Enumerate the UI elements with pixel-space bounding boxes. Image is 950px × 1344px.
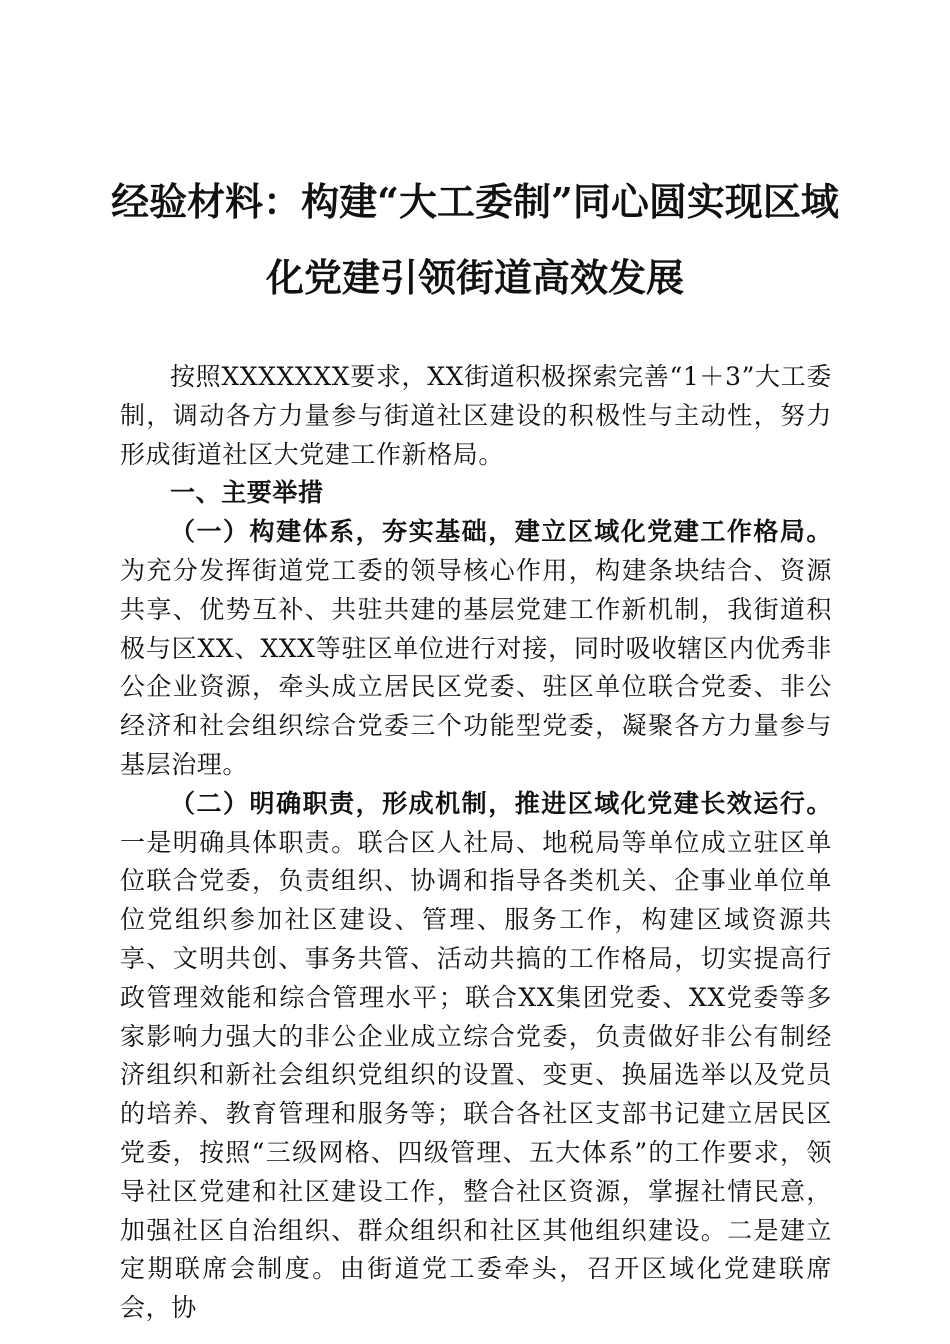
subsection-1-paragraph bbox=[120, 513, 832, 785]
document-body bbox=[120, 358, 832, 1328]
subsection-2-paragraph bbox=[120, 785, 832, 1328]
section-heading-main-measures: 一、主要举措 bbox=[170, 478, 324, 508]
subsection-2-heading: （二）明确职责，形成机制，推进区域化党建长效运行。 bbox=[170, 788, 832, 818]
subsection-1-text: 为充分发挥街道党工委的领导核心作用，构建条块结合、资源共享、优势互补、共驻共建的基层党建工作新机制，我街道积极与区XX、XXX等驻区单位进行对接，同时吸收辖区内优秀非公企业资源，牵头成立居民区党委、驻区单位联合党委、非公经济和社会组织综合党委三个功能型党委，凝聚各方力量参与基层治理。 bbox=[120, 555, 832, 779]
subsection-1-heading: （一）构建体系，夯实基础，建立区域化党建工作格局。 bbox=[170, 517, 832, 547]
title-line-1: 经验材料：构建“大工委制”同心圆实现区域 bbox=[111, 179, 839, 224]
document-title bbox=[110, 164, 840, 316]
intro-paragraph: 按照XXXXXXX要求，XX街道积极探索完善“1＋3”大工委制，调动各方力量参与街道社区建设的积极性与主动性，努力形成街道社区大党建工作新格局。 bbox=[120, 362, 832, 469]
title-line-2: 化党建引领街道高效发展 bbox=[265, 255, 684, 300]
subsection-2-text: 一是明确具体职责。联合区人社局、地税局等单位成立驻区单位联合党委，负责组织、协调和指导各类机关、企事业单位单位党组织参加社区建设、管理、服务工作，构建区域资源共享、文明共创、事务共管、活动共搞的工作格局，切实提高行政管理效能和综合管理水平；联合XX集团党委、XX党委等多家影响力强大的非公企业成立综合党委，负责做好非公有制经济组织和新社会组织党组织的设置、变更、换届选举以及党员的培养、教育管理和服务等；联合各社区支部书记建立居民区党委，按照“三级网格、四级管理、五大体系”的工作要求，领导社区党建和社区建设工作，整合社区资源，掌握社情民意，加强社区自治组织、群众组织和社区其他组织建设。二是建立定期联席会制度。由街道党工委牵头，召开区域化党建联席会，协 bbox=[120, 827, 832, 1323]
